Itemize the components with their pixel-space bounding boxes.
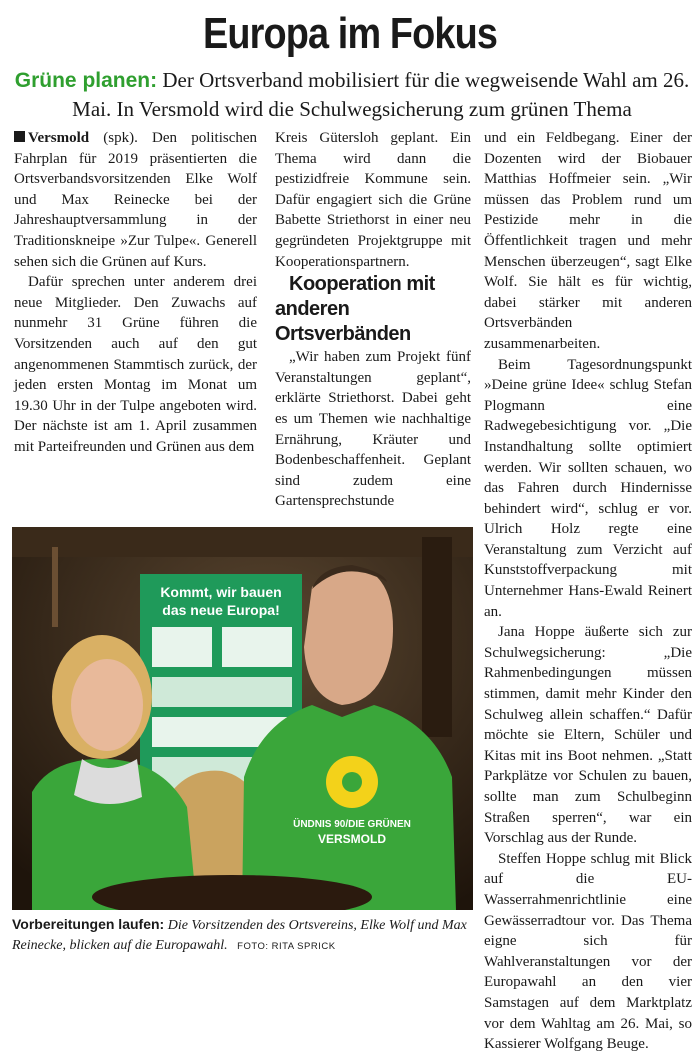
paragraph: Steffen Hoppe schlug mit Blick auf die EU-Wasserrahmenrichtlinie eine Gewässerradtour vor. Das Thema eigne sich für Wahlveranstaltungen vor der Europawahl an den vier Samstagen auf dem Marktplatz vor dem Wahltag am 26. Mai, so Kassierer Wolfgang Beuge. [484, 850, 692, 1053]
dateline: Versmold [28, 130, 90, 146]
woman-face [71, 659, 143, 751]
article-photo [12, 527, 473, 910]
paragraph: Kreis Gütersloh geplant. Ein Thema wird dann die pestizidfreie Kommune sein. Dafür engagiert sich die Grüne Babette Striethorst in einer neu gegründeten Projektgruppe mit Kooperationspartnern. [275, 130, 471, 270]
poster-line-1: Kommt, wir bauen [160, 584, 282, 600]
paragraph: „Wir haben zum Projekt fünf Veranstaltungen geplant“, erklärte Striethorst. Dabei geht es um Themen wie nachhaltige Ernährung, Kräuter und Bodenbeschaffenheit. Geplant sind zudem eine Gartensprechstunde [275, 349, 471, 510]
caption-kicker: Vorbereitungen laufen: [12, 916, 165, 932]
caption-text: Die Vorsitzenden des Ortsvereins, Elke Wolf und Max Reinecke, blicken auf die Europawahl. [12, 918, 467, 953]
article-column-1 [14, 128, 257, 458]
headline: Europa im Fokus [202, 9, 498, 58]
article-column-2 [275, 128, 471, 512]
photo-caption [12, 914, 474, 957]
paragraph: Beim Tagesordnungspunkt »Deine grüne Idee« schlug Stefan Plogmann eine Radwegebesichtigung vor. „Die Instandhaltung sollte optimiert werden. Wir sollten schauen, wo das Fahren durch Hindernisse behindert wird“, schlug er vor. Ulrich Holz regte eine Veranstaltung zum Verzicht auf Kunststoffverpackung mit Unternehmer Hans-Ewald Reinert an. [484, 356, 692, 620]
paragraph: Jana Hoppe äußerte sich zur Schulwegsicherung: „Die Rahmenbedingungen müssen stimmen, damit mehr Kinder den Schulweg allein schaffen.“ Dafür möchte sie Eltern, Schüler und Kitas mit ins Boot nehmen. „Statt Parkplätze vor Schulen zu bauen, sollte man zum Schulbeginn Straßen sperren“, war ein Vorschlag aus der Runde. [484, 624, 692, 847]
paragraph: Versmold (spk). Den politischen Fahrplan für 2019 präsentierten die Ortsverbandsvorsitzenden Elke Wolf und Max Reinecke bei der Jahreshauptversammlung in der Traditionskneipe »Zur Tulpe«. Generell sehen sich die Grünen auf Kurs. [14, 130, 258, 270]
square-marker-icon [14, 131, 25, 142]
hoodie-text-1: ÜNDNIS 90/DIE GRÜNEN [293, 819, 411, 830]
subhead-kicker: Grüne planen: [14, 69, 158, 92]
section-subheading: Kooperation mit anderen Ortsverbänden [275, 273, 435, 346]
subhead-text: Der Ortsverband mobilisiert für die wegweisende Wahl am 26. Mai. In Versmold wird die Schulwegsicherung zum grünen Thema [72, 68, 690, 121]
paragraph: Dafür sprechen unter anderem drei neue Mitglieder. Den Zuwachs auf nunmehr 31 Grüne führen die Vorsitzenden auch auf den gut angenommenen Stammtisch zurück, der jeden ersten Montag im Monat um 19.30 Uhr in der Tulpe angeboten wird. Der nächste ist am 1. April zusammen mit Parteifreunden und Grünen aus dem [14, 274, 257, 455]
subheadline [14, 66, 690, 123]
photo-illustration [12, 527, 473, 910]
paragraph: und ein Feldbegang. Einer der Dozenten wird der Biobauer Matthias Hoffmeier sein. „Wir müssen das Problem rund um Pestizide mehr in die Öffentlichkeit tragen und mehr Menschen überzeugen“, sagt Elke Wolf. Sie hält es für wichtig, dabei stärker mit anderen Ortsverbänden zusammenarbeiten. [484, 130, 692, 352]
article-column-3 [484, 128, 692, 1055]
photo-credit: FOTO: RITA SPRICK [237, 941, 336, 952]
hoodie-text-2: VERSMOLD [317, 832, 387, 846]
poster-line-2: das neue Europa! [162, 602, 280, 618]
